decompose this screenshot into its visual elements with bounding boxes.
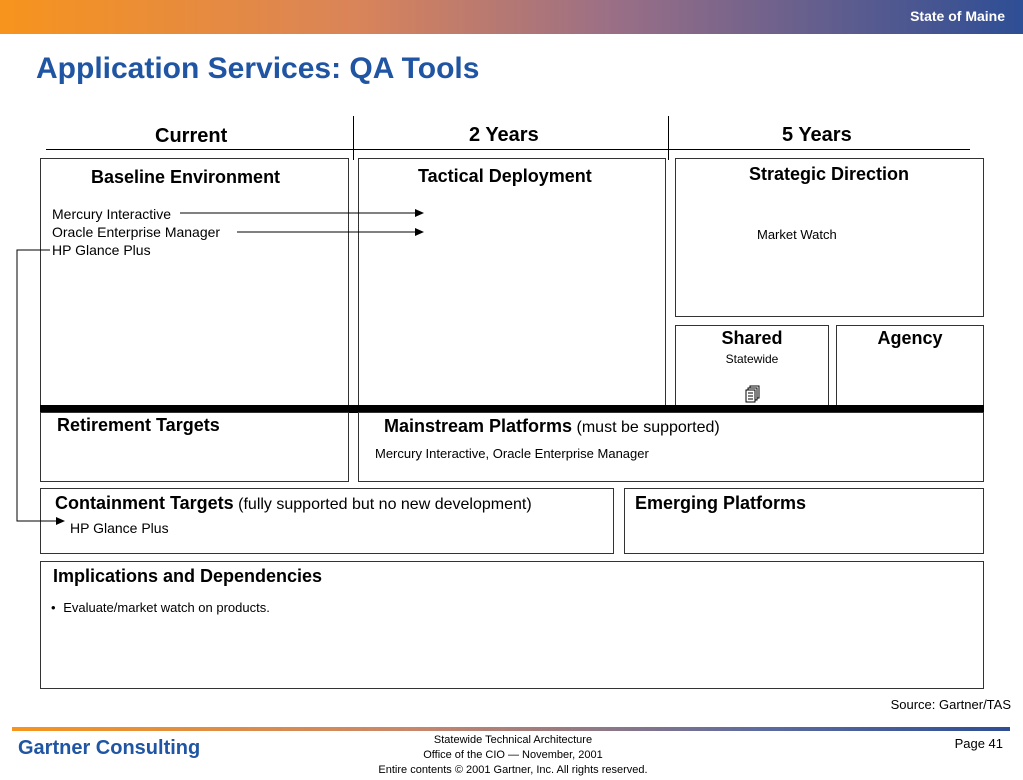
baseline-item-oracle: Oracle Enterprise Manager xyxy=(52,224,221,240)
baseline-item-hp-glance: HP Glance Plus xyxy=(52,242,151,258)
footer-rule xyxy=(12,727,1010,731)
containment-item: HP Glance Plus xyxy=(70,520,169,536)
baseline-item-mercury: Mercury Interactive xyxy=(52,206,172,222)
retirement-title: Retirement Targets xyxy=(57,415,220,435)
arrow-hp-glance xyxy=(17,250,64,521)
footer-line-1: Statewide Technical Architecture xyxy=(433,734,593,746)
agency-title: Agency xyxy=(877,328,943,348)
mainstream-title: Mainstream Platforms xyxy=(384,416,573,436)
timeline-current: Current xyxy=(155,125,228,147)
containment-title: Containment Targets xyxy=(55,493,234,513)
timeline-five-years: 5 Years xyxy=(782,124,852,146)
page-number: Page 41 xyxy=(954,736,1003,751)
strategic-note: Market Watch xyxy=(757,227,837,242)
footer-info xyxy=(350,733,676,778)
implications-title: Implications and Dependencies xyxy=(53,566,323,586)
mainstream-qualifier: (must be supported) xyxy=(576,419,720,436)
emerging-title: Emerging Platforms xyxy=(635,493,807,513)
footer-brand: Gartner Consulting xyxy=(18,737,201,759)
tactical-title: Tactical Deployment xyxy=(418,166,592,186)
containment-qualifier: (fully supported but no new development) xyxy=(238,496,532,513)
org-name: State of Maine xyxy=(910,8,1005,24)
timeline-two-years: 2 Years xyxy=(469,124,539,146)
baseline-title: Baseline Environment xyxy=(91,167,281,187)
shared-title: Shared xyxy=(721,328,783,348)
mainstream-items: Mercury Interactive, Oracle Enterprise Manager xyxy=(375,446,649,461)
page-title: Application Services: QA Tools xyxy=(36,52,480,85)
strategic-title: Strategic Direction xyxy=(749,164,910,184)
footer-line-2: Office of the CIO — November, 2001 xyxy=(423,749,603,761)
implications-item-text: Evaluate/market watch on products. xyxy=(63,600,270,615)
bullet-icon: • xyxy=(51,600,56,615)
source-note: Source: Gartner/TAS xyxy=(890,697,1011,712)
shared-subtitle: Statewide xyxy=(725,352,779,366)
footer-line-3: Entire contents © 2001 Gartner, Inc. All rights reserved. xyxy=(378,764,648,776)
